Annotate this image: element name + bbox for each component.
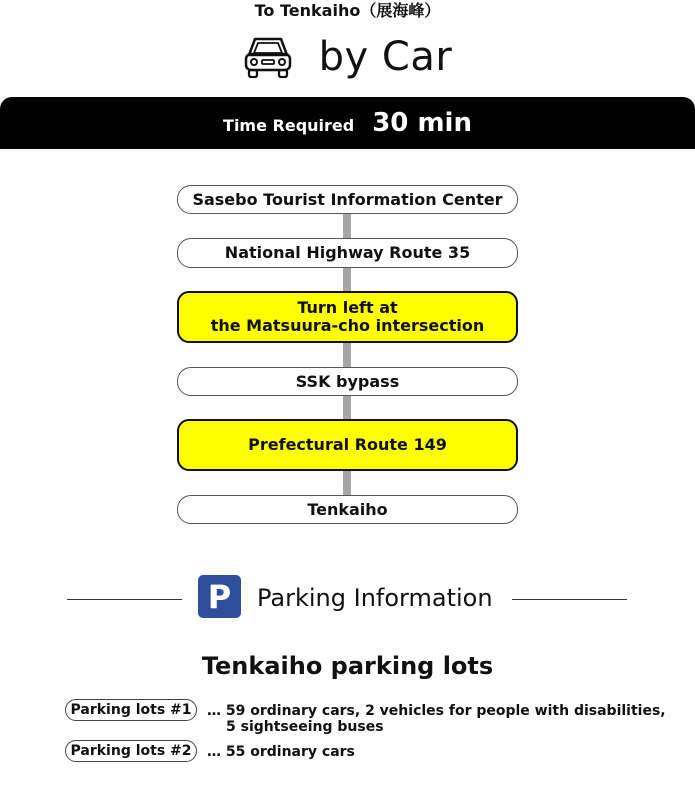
parking-lot-1-badge <box>65 699 197 721</box>
time-required-value: 30 min <box>372 108 472 138</box>
parking-icon <box>198 575 241 618</box>
route-step-label: SSK bypass <box>295 371 400 391</box>
route-step-ssk-bypass <box>177 367 518 396</box>
parking-lot-desc-line1: … 55 ordinary cars <box>207 744 355 760</box>
route-step-label: Prefectural Route 149 <box>248 435 447 454</box>
route-step-label: Tenkaiho <box>307 499 388 519</box>
parking-lot-name: Parking lots #1 <box>70 702 192 718</box>
route-step-label: Sasebo Tourist Information Center <box>192 189 503 209</box>
route-step-start <box>177 185 518 214</box>
route-step-route-149 <box>177 419 518 471</box>
parking-lot-1-description <box>207 703 666 735</box>
parking-lot-desc-line1: … 59 ordinary cars, 2 vehicles for people with disabilities, <box>207 703 666 719</box>
parking-information-title: Parking Information <box>257 584 493 612</box>
route-step-highway-35 <box>177 238 518 268</box>
route-step-label: National Highway Route 35 <box>224 243 471 262</box>
time-required-label: Time Required <box>223 115 355 135</box>
route-step-destination <box>177 495 518 524</box>
page-subtitle: To Tenkaiho（展海峰） <box>254 1 441 20</box>
route-step-turn-left <box>177 291 518 343</box>
car-icon <box>243 35 293 79</box>
page-title: by Car <box>318 34 453 80</box>
route-step-label-line1: Turn left at <box>297 298 398 317</box>
parking-lot-2-description <box>207 744 355 760</box>
parking-information-header <box>0 575 695 619</box>
title-row <box>0 32 695 82</box>
parking-icon-letter: P <box>207 577 232 616</box>
divider-right <box>512 599 627 600</box>
parking-lot-2-badge <box>65 740 197 762</box>
divider-left <box>67 599 182 600</box>
parking-lot-desc-line2: 5 sightseeing buses <box>226 719 384 735</box>
route-step-label-line2: the Matsuura-cho intersection <box>210 316 485 335</box>
parking-lots-title: Tenkaiho parking lots <box>201 652 494 680</box>
parking-lot-name: Parking lots #2 <box>70 743 192 759</box>
time-required-bar <box>0 97 695 149</box>
